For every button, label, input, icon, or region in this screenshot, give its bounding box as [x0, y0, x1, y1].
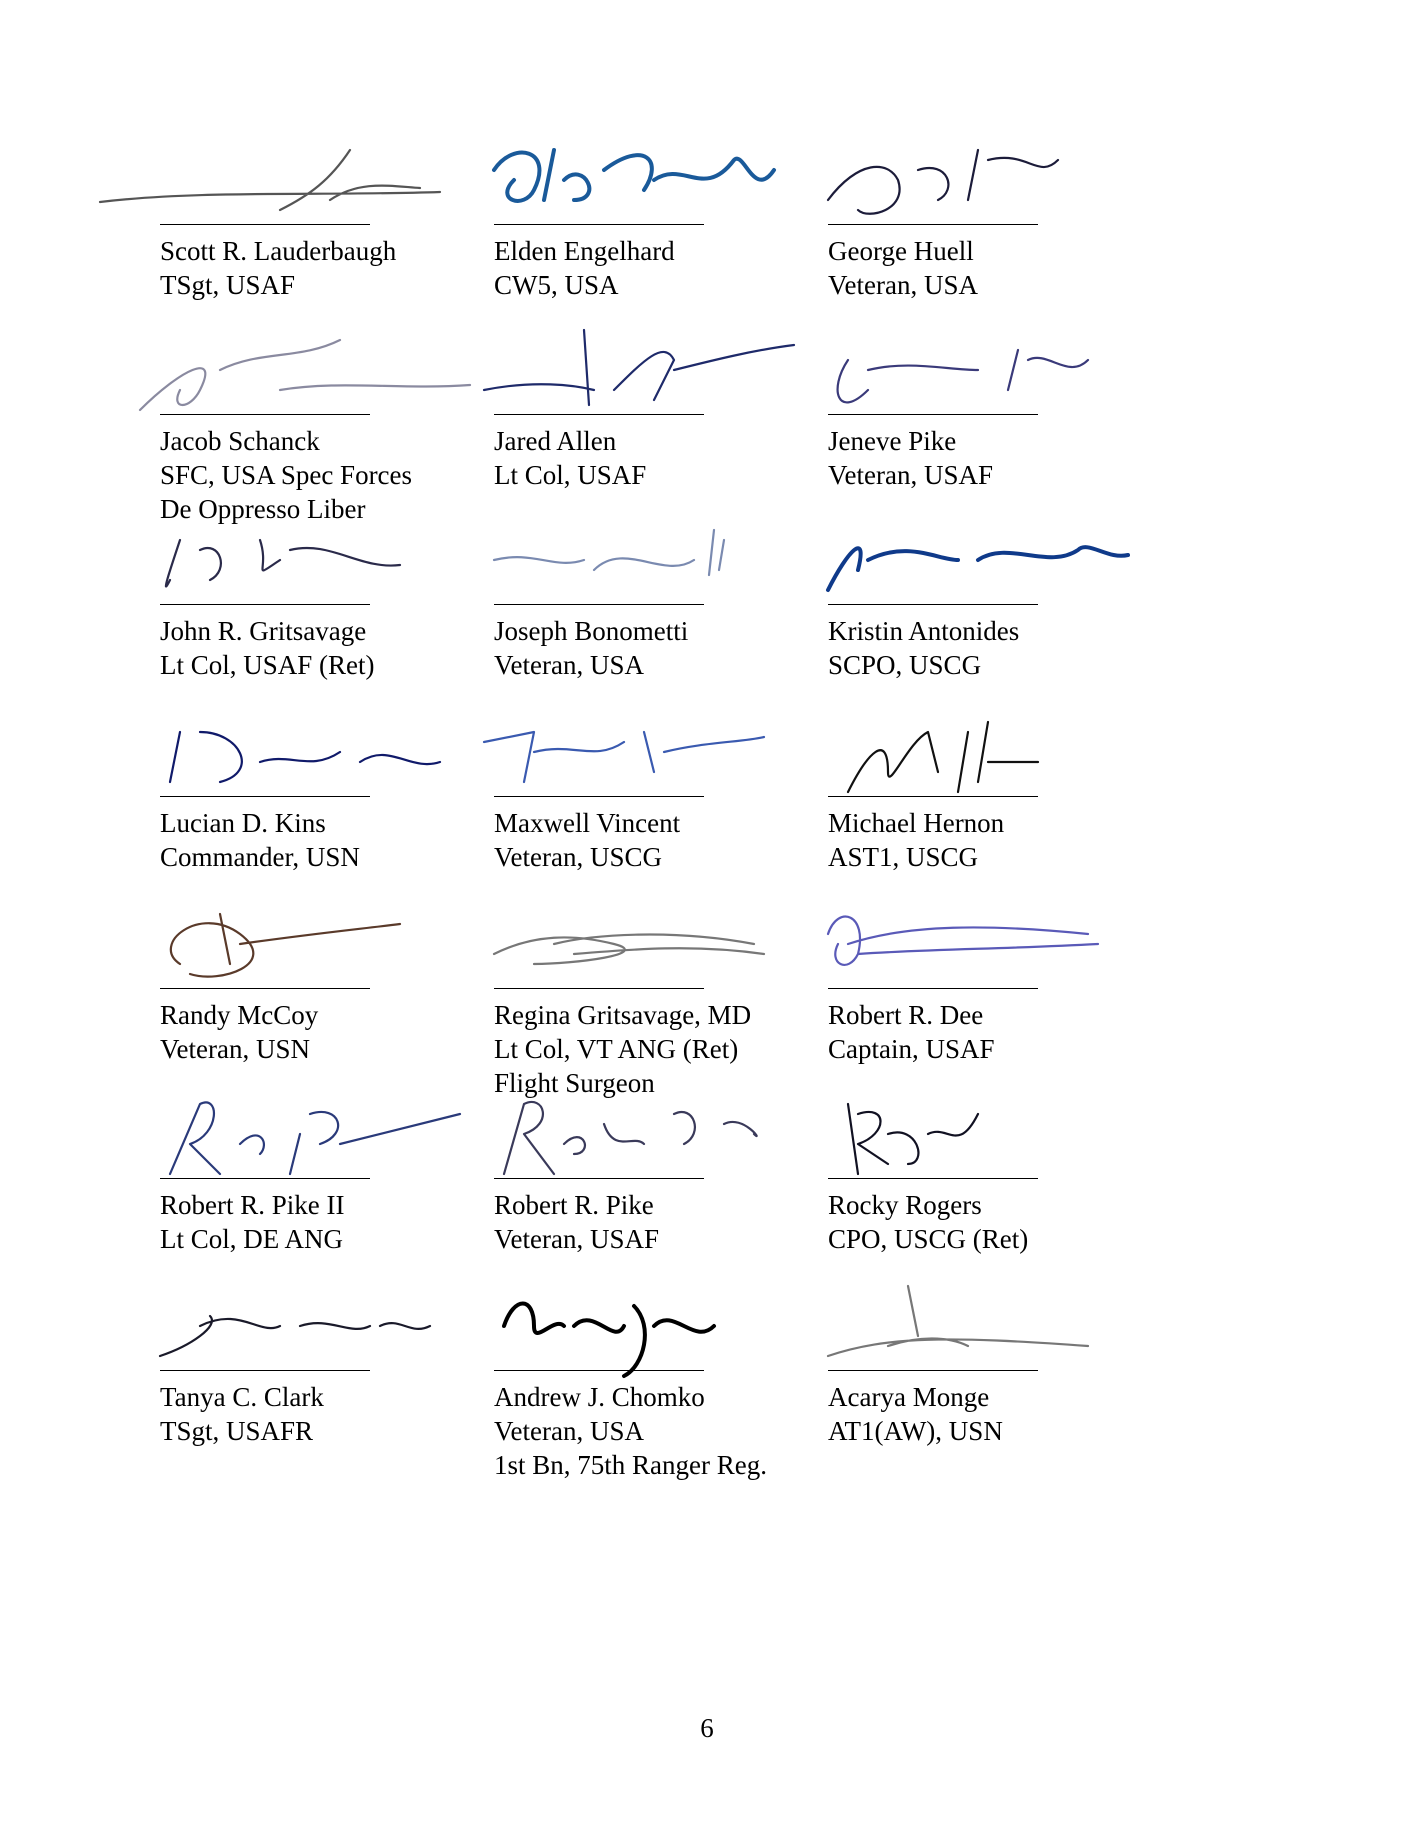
signature-stroke: [484, 732, 764, 782]
signature-block: [828, 1094, 1128, 1284]
signatory-details: [828, 424, 1148, 492]
signatory-title-line: Veteran, USA: [494, 1416, 644, 1446]
signatory-title-line: TSgt, USAF: [160, 270, 296, 300]
signature-line: [494, 414, 704, 415]
signature-block: [160, 520, 460, 710]
signatory-details: [828, 234, 1148, 302]
signature-stroke: [828, 547, 1128, 590]
signatory-name: Acarya Monge: [828, 1382, 990, 1412]
signature-stroke: [100, 150, 440, 210]
signatory-name: Robert R. Pike: [494, 1190, 654, 1220]
handwritten-signature: [828, 712, 1128, 802]
signature-stroke: [170, 1102, 460, 1174]
signatory-name: Rocky Rogers: [828, 1190, 982, 1220]
handwritten-signature: [494, 330, 794, 420]
handwritten-signature: [160, 330, 460, 420]
signature-block: [494, 904, 794, 1098]
handwritten-signature: [494, 140, 794, 230]
signatory-name: Michael Hernon: [828, 808, 1005, 838]
signatory-details: [494, 806, 814, 874]
signatory-title-line: Veteran, USA: [494, 650, 644, 680]
signature-line: [160, 988, 370, 989]
signatory-name: Lucian D. Kins: [160, 808, 326, 838]
signatory-details: [828, 614, 1148, 682]
signature-line: [160, 1370, 370, 1371]
handwritten-signature: [828, 330, 1128, 420]
signatory-details: [160, 1188, 480, 1256]
signatory-name: Maxwell Vincent: [494, 808, 681, 838]
signatory-name: Joseph Bonometti: [494, 616, 689, 646]
signatory-title-line: Commander, USN: [160, 842, 360, 872]
signature-line: [828, 414, 1038, 415]
signatory-details: [494, 1188, 814, 1256]
signatory-name: Kristin Antonides: [828, 616, 1020, 646]
signature-stroke: [484, 330, 794, 405]
handwritten-signature: [828, 520, 1128, 610]
signature-block: [494, 140, 794, 330]
signatory-name: Randy McCoy: [160, 1000, 319, 1030]
signature-line: [828, 604, 1038, 605]
signatory-details: [494, 998, 814, 1100]
signatory-title-line: Veteran, USA: [828, 270, 978, 300]
signature-stroke: [848, 722, 1038, 792]
signature-line: [828, 224, 1038, 225]
handwritten-signature: [160, 712, 460, 802]
signature-stroke: [494, 935, 764, 964]
signatory-title-line: 1st Bn, 75th Ranger Reg.: [494, 1450, 767, 1480]
handwritten-signature: [494, 712, 794, 802]
signatory-name: Elden Engelhard: [494, 236, 675, 266]
signatory-details: [160, 806, 480, 874]
signatory-details: [494, 424, 814, 492]
signatory-title-line: De Oppresso Liber: [160, 494, 366, 524]
signature-stroke: [838, 350, 1088, 402]
signature-line: [494, 796, 704, 797]
signature-block: [160, 712, 460, 902]
handwritten-signature: [494, 1094, 794, 1184]
handwritten-signature: [160, 1286, 460, 1376]
page-number: 6: [700, 1713, 714, 1743]
signature-line: [828, 988, 1038, 989]
signature-block: [494, 1094, 794, 1284]
signature-block: [160, 330, 460, 524]
signatory-details: [160, 998, 480, 1066]
signatory-details: [828, 806, 1148, 874]
signature-block: [160, 1094, 460, 1284]
signature-line: [160, 414, 370, 415]
signature-block: [160, 140, 460, 330]
signatory-details: [494, 1380, 814, 1482]
signatory-title-line: Veteran, USAF: [494, 1224, 659, 1254]
signatory-details: [828, 998, 1148, 1066]
signature-line: [160, 604, 370, 605]
signature-block: [828, 904, 1128, 1094]
signature-stroke: [171, 914, 400, 977]
signatory-title-line: Flight Surgeon: [494, 1068, 655, 1098]
signature-line: [160, 224, 370, 225]
signatory-name: Regina Gritsavage, MD: [494, 1000, 752, 1030]
signature-stroke: [504, 1304, 714, 1377]
signatory-details: [160, 1380, 480, 1448]
signature-block: [494, 330, 794, 520]
signatory-title-line: CW5, USA: [494, 270, 619, 300]
signature-block: [828, 520, 1128, 710]
signatory-details: [160, 424, 480, 526]
signature-stroke: [166, 540, 400, 586]
signature-block: [828, 330, 1128, 520]
signatory-name: Andrew J. Chomko: [494, 1382, 705, 1412]
signatory-title-line: Lt Col, VT ANG (Ret): [494, 1034, 739, 1064]
signatory-title-line: AT1(AW), USN: [828, 1416, 1003, 1446]
signatory-name: Jared Allen: [494, 426, 617, 456]
signature-block: [828, 1286, 1128, 1476]
signature-block: [828, 712, 1128, 902]
handwritten-signature: [494, 520, 794, 610]
signature-stroke: [494, 530, 724, 575]
signatory-title-line: SCPO, USCG: [828, 650, 982, 680]
signature-stroke: [160, 1316, 430, 1356]
handwritten-signature: [494, 1286, 794, 1376]
signatory-name: Scott R. Lauderbaugh: [160, 236, 397, 266]
signature-line: [828, 1178, 1038, 1179]
signatory-name: Robert R. Dee: [828, 1000, 984, 1030]
signatory-name: George Huell: [828, 236, 974, 266]
signatory-name: Jacob Schanck: [160, 426, 320, 456]
signature-line: [828, 796, 1038, 797]
signatory-title-line: Veteran, USAF: [828, 460, 993, 490]
signature-stroke: [504, 1102, 757, 1174]
signatory-title-line: TSgt, USAFR: [160, 1416, 314, 1446]
signatory-title-line: Lt Col, DE ANG: [160, 1224, 344, 1254]
signature-block: [494, 520, 794, 710]
signatory-details: [828, 1380, 1148, 1448]
signatory-title-line: SFC, USA Spec Forces: [160, 460, 413, 490]
handwritten-signature: [160, 904, 460, 994]
signature-line: [494, 1178, 704, 1179]
signature-line: [160, 796, 370, 797]
handwritten-signature: [494, 904, 794, 994]
handwritten-signature: [828, 1094, 1128, 1184]
signatory-details: [160, 614, 480, 682]
signature-line: [494, 604, 704, 605]
signatory-title-line: CPO, USCG (Ret): [828, 1224, 1029, 1254]
handwritten-signature: [828, 140, 1128, 230]
signature-line: [160, 1178, 370, 1179]
signatory-details: [494, 234, 814, 302]
handwritten-signature: [160, 140, 460, 230]
signatory-name: John R. Gritsavage: [160, 616, 367, 646]
signature-line: [494, 1370, 704, 1371]
signature-stroke: [828, 1286, 1088, 1356]
signature-stroke: [828, 917, 1098, 965]
signature-block: [160, 904, 460, 1094]
signatory-name: Robert R. Pike II: [160, 1190, 345, 1220]
signatory-name: Jeneve Pike: [828, 426, 957, 456]
signatory-title-line: Captain, USAF: [828, 1034, 995, 1064]
handwritten-signature: [828, 1286, 1128, 1376]
signature-stroke: [828, 150, 1058, 214]
signature-line: [828, 1370, 1038, 1371]
handwritten-signature: [160, 1094, 460, 1184]
signature-line: [494, 988, 704, 989]
signatory-details: [160, 234, 480, 302]
signature-block: [494, 1286, 794, 1480]
handwritten-signature: [828, 904, 1128, 994]
signatory-title-line: Veteran, USN: [160, 1034, 310, 1064]
signature-stroke: [848, 1104, 978, 1174]
signature-block: [160, 1286, 460, 1476]
signature-stroke: [170, 732, 440, 782]
signature-block: [494, 712, 794, 902]
signatory-title-line: Lt Col, USAF (Ret): [160, 650, 375, 680]
signatory-details: [828, 1188, 1148, 1256]
signatory-name: Tanya C. Clark: [160, 1382, 324, 1412]
signatory-details: [494, 614, 814, 682]
signatory-title-line: Lt Col, USAF: [494, 460, 647, 490]
signature-line: [494, 224, 704, 225]
signature-stroke: [140, 340, 470, 410]
signatory-title-line: AST1, USCG: [828, 842, 979, 872]
handwritten-signature: [160, 520, 460, 610]
signature-stroke: [494, 150, 774, 201]
signatory-title-line: Veteran, USCG: [494, 842, 662, 872]
signature-block: [828, 140, 1128, 330]
